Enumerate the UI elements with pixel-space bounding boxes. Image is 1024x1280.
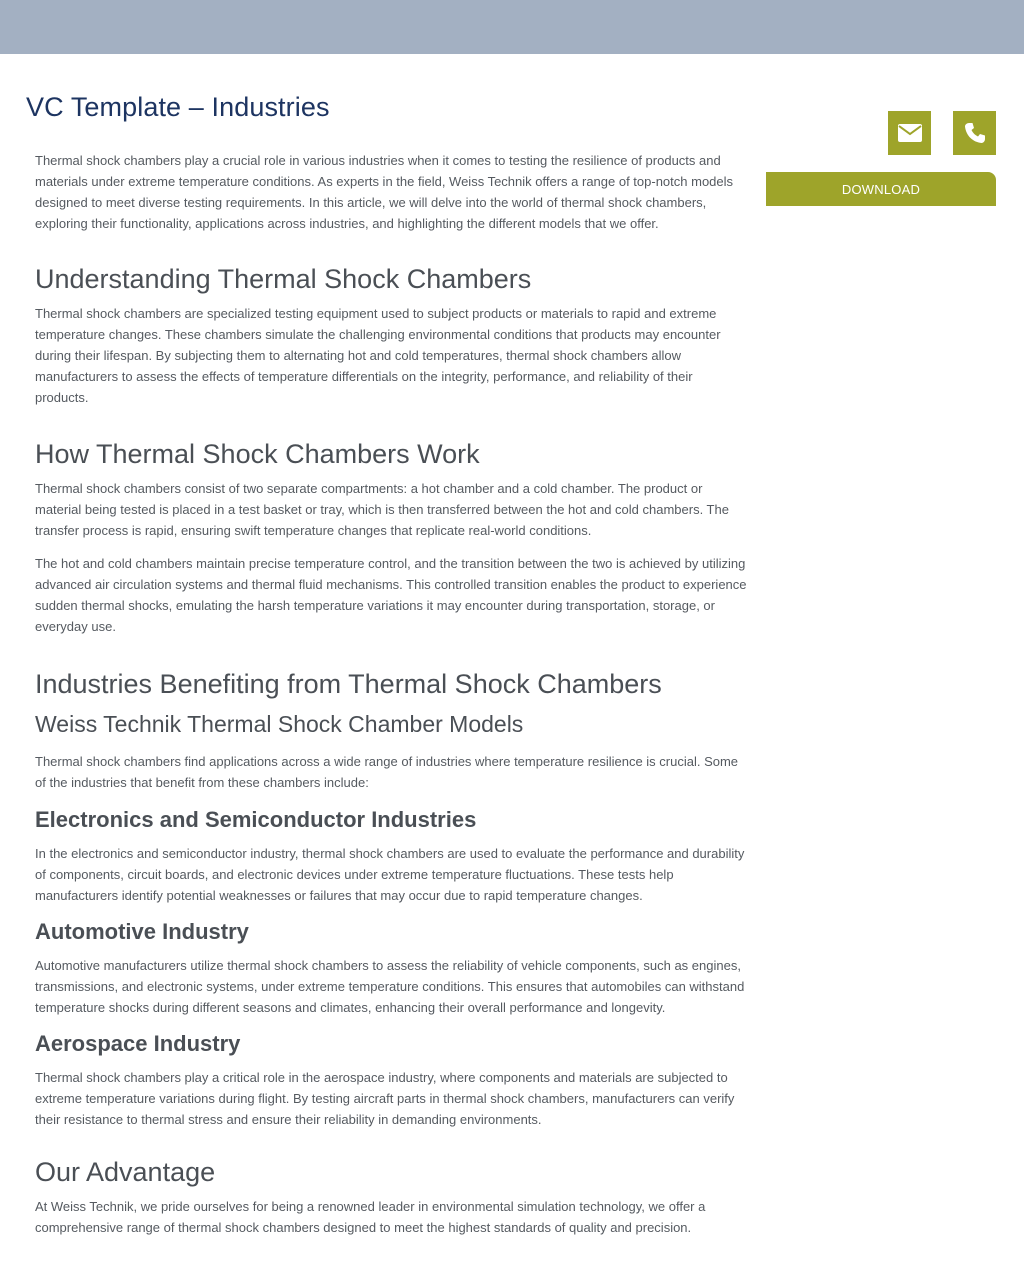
advantage-paragraph: At Weiss Technik, we pride ourselves for being a renowned leader in environmental simulation technology, we offer a comprehensive range of thermal shock chambers designed to meet the highest standards of quality and precision. [35, 1199, 706, 1235]
heading-electronics: Electronics and Semiconductor Industries [35, 807, 477, 832]
understanding-paragraph: Thermal shock chambers are specialized testing equipment used to subject products or materials to rapid and extreme temperature changes. These chambers simulate the challenging environmental conditions that products may encounter during their lifespan. By subjecting them to alternating hot and cold temperatures, thermal shock chambers allow manufacturers to assess the effects of temperature differentials on the integrity, performance, and reliability of their products. [35, 306, 721, 405]
envelope-icon [898, 124, 922, 142]
download-button[interactable]: DOWNLOAD [766, 172, 996, 206]
top-header-bar [0, 0, 1024, 54]
heading-advantage: Our Advantage [35, 1157, 216, 1187]
email-button[interactable] [888, 111, 931, 155]
industries-intro-paragraph: Thermal shock chambers find applications across a wide range of industries where temperature resilience is crucial. Some of the industries that benefit from these chambers include: [35, 754, 739, 790]
heading-how-work: How Thermal Shock Chambers Work [35, 439, 480, 469]
contact-icons [888, 111, 996, 155]
heading-aerospace: Aerospace Industry [35, 1031, 241, 1056]
page-title: VC Template – Industries [26, 92, 330, 122]
heading-models: Weiss Technik Thermal Shock Chamber Models [35, 711, 524, 737]
aerospace-paragraph: Thermal shock chambers play a critical role in the aerospace industry, where components and materials are subjected to extreme temperature variations during flight. By testing aircraft parts in thermal shock chambers, manufacturers can verify their resistance to thermal stress and ensure their reliability in demanding environments. [35, 1070, 735, 1127]
heading-automotive: Automotive Industry [35, 919, 249, 944]
how-work-paragraph-2: The hot and cold chambers maintain precise temperature control, and the transition between the two is achieved by utilizing advanced air circulation systems and thermal fluid mechanisms. This controlled transition enables the product to experience sudden thermal shocks, emulating the harsh temperature variations it may encounter during transportation, storage, or everyday use. [35, 556, 747, 634]
intro-paragraph: Thermal shock chambers play a crucial role in various industries when it comes to testing the resilience of products and materials under extreme temperature conditions. As experts in the field, Weiss Technik offers a range of top-notch models designed to meet diverse testing requirements. In this article, we will delve into the world of thermal shock chambers, exploring their functionality, applications across industries, and highlighting the different models that we offer. [35, 153, 734, 231]
automotive-paragraph: Automotive manufacturers utilize thermal shock chambers to assess the reliability of vehicle components, such as engines, transmissions, and electronic systems, under extreme temperature conditions. This ensures that automobiles can withstand temperature shocks during different seasons and climates, enhancing their overall performance and longevity. [35, 958, 745, 1015]
heading-understanding: Understanding Thermal Shock Chambers [35, 264, 532, 294]
electronics-paragraph: In the electronics and semiconductor industry, thermal shock chambers are used to evaluate the performance and durability of components, circuit boards, and electronic devices under extreme temperature fluctuations. These tests help manufacturers identify potential weaknesses or failures that may occur due to rapid temperature changes. [35, 846, 745, 903]
heading-industries: Industries Benefiting from Thermal Shock Chambers [35, 669, 662, 699]
how-work-paragraph-1: Thermal shock chambers consist of two separate compartments: a hot chamber and a cold chamber. The product or material being tested is placed in a test basket or tray, which is then transferred between the hot and cold chambers. The transfer process is rapid, ensuring swift temperature changes that replicate real-world conditions. [35, 481, 729, 538]
article-body [35, 150, 747, 1238]
phone-button[interactable] [953, 111, 996, 155]
phone-icon [964, 122, 986, 144]
